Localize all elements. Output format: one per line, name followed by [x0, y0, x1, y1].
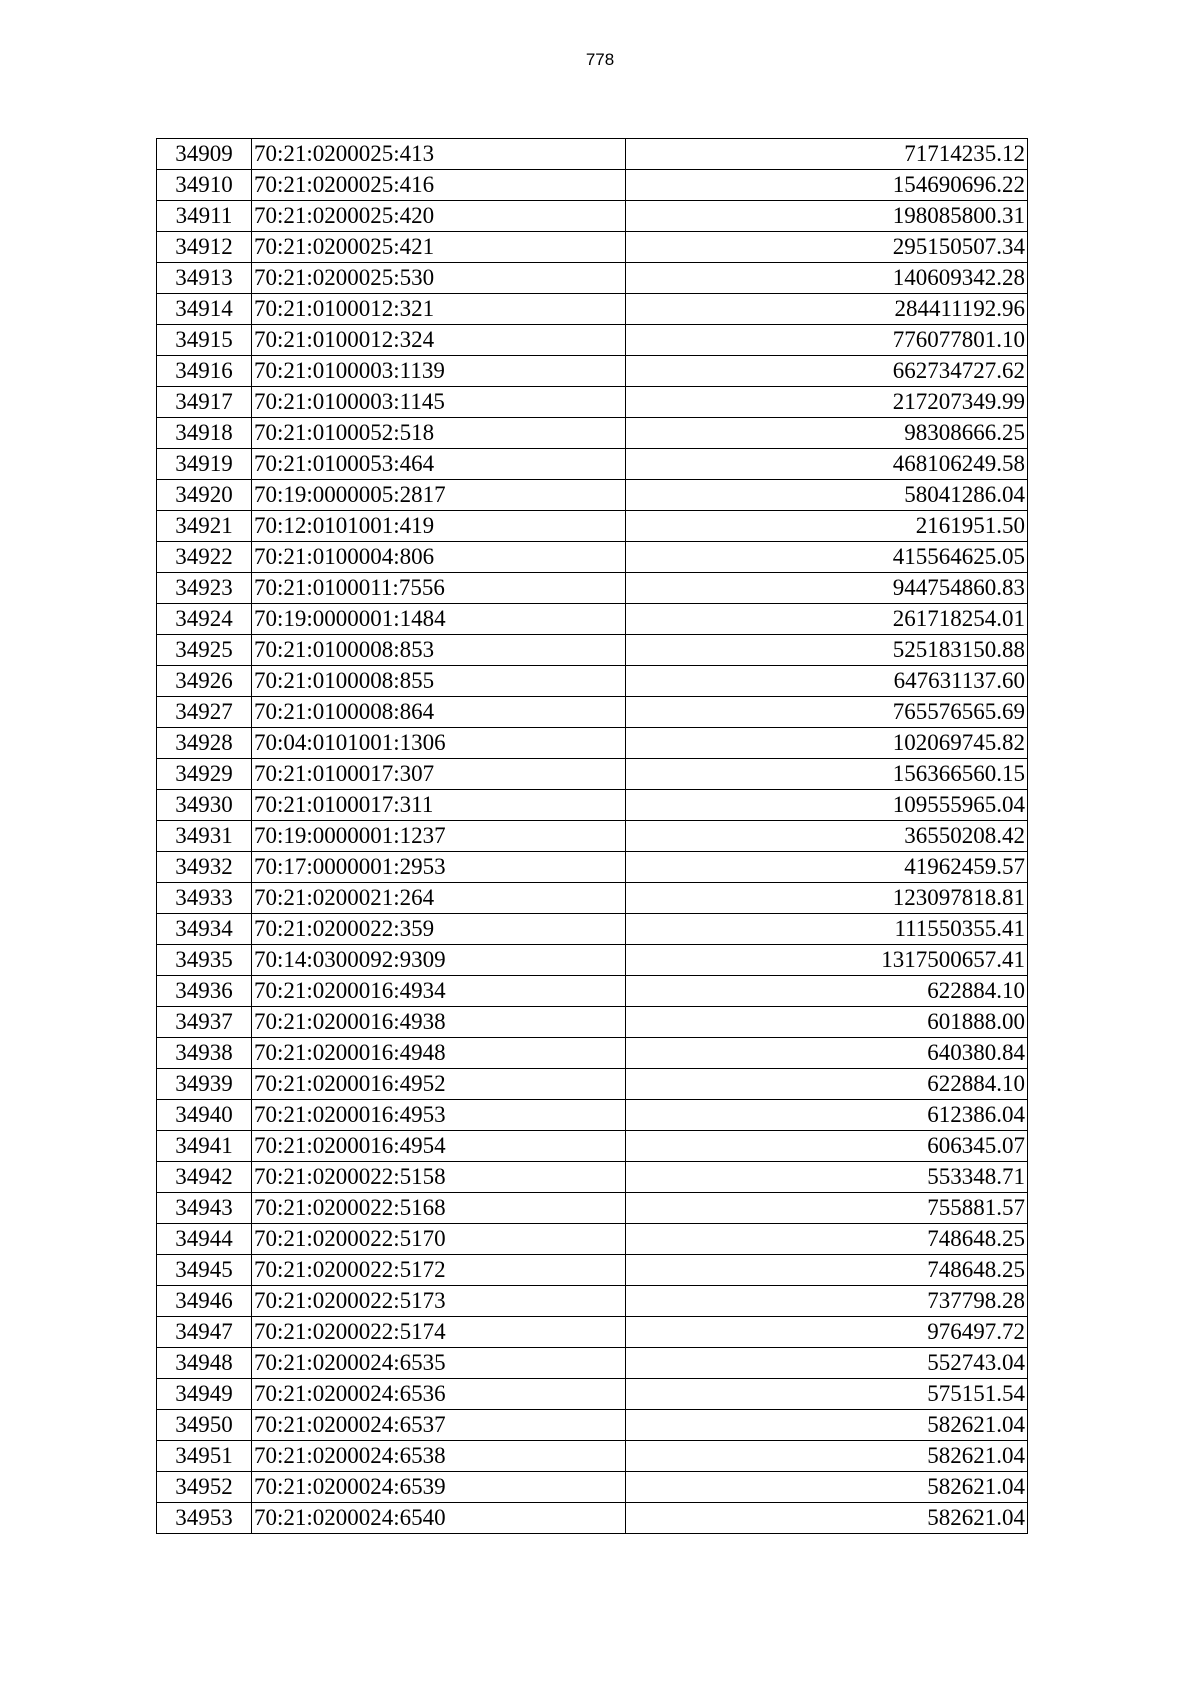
table-row	[157, 1472, 1028, 1503]
cadastral-value-cell: 36550208.42	[626, 821, 1028, 852]
cadastral-number-cell: 70:21:0100003:1145	[252, 387, 626, 418]
cadastral-number-cell: 70:21:0200024:6539	[252, 1472, 626, 1503]
cadastral-value-cell: 284411192.96	[626, 294, 1028, 325]
cadastral-number-cell: 70:21:0200022:5170	[252, 1224, 626, 1255]
row-number-cell: 34915	[157, 325, 252, 356]
cadastral-number-cell: 70:21:0100012:324	[252, 325, 626, 356]
cadastral-number-cell: 70:21:0200024:6538	[252, 1441, 626, 1472]
cadastral-value-cell: 582621.04	[626, 1410, 1028, 1441]
row-number-cell: 34940	[157, 1100, 252, 1131]
row-number-cell: 34924	[157, 604, 252, 635]
table-row	[157, 418, 1028, 449]
cadastral-value-cell: 622884.10	[626, 1069, 1028, 1100]
cadastral-value-cell: 156366560.15	[626, 759, 1028, 790]
row-number-cell: 34910	[157, 170, 252, 201]
cadastral-number-cell: 70:21:0100053:464	[252, 449, 626, 480]
cadastral-number-cell: 70:21:0200016:4953	[252, 1100, 626, 1131]
table-row	[157, 1038, 1028, 1069]
table-row	[157, 480, 1028, 511]
cadastral-value-cell: 468106249.58	[626, 449, 1028, 480]
cadastral-value-cell: 582621.04	[626, 1441, 1028, 1472]
table-row	[157, 728, 1028, 759]
table-row	[157, 821, 1028, 852]
row-number-cell: 34935	[157, 945, 252, 976]
cadastral-number-cell: 70:21:0100017:311	[252, 790, 626, 821]
cadastral-value-cell: 582621.04	[626, 1503, 1028, 1534]
table-row	[157, 1317, 1028, 1348]
cadastral-value-cell: 58041286.04	[626, 480, 1028, 511]
table-row	[157, 1069, 1028, 1100]
row-number-cell: 34941	[157, 1131, 252, 1162]
cadastral-value-cell: 622884.10	[626, 976, 1028, 1007]
cadastral-value-cell: 552743.04	[626, 1348, 1028, 1379]
cadastral-value-cell: 109555965.04	[626, 790, 1028, 821]
cadastral-value-cell: 737798.28	[626, 1286, 1028, 1317]
cadastral-number-cell: 70:21:0200025:420	[252, 201, 626, 232]
table-row	[157, 1162, 1028, 1193]
cadastral-value-table	[156, 138, 1028, 1534]
row-number-cell: 34917	[157, 387, 252, 418]
cadastral-number-cell: 70:21:0200022:359	[252, 914, 626, 945]
cadastral-value-cell: 261718254.01	[626, 604, 1028, 635]
cadastral-number-cell: 70:21:0200024:6536	[252, 1379, 626, 1410]
cadastral-number-cell: 70:21:0100017:307	[252, 759, 626, 790]
cadastral-number-cell: 70:12:0101001:419	[252, 511, 626, 542]
row-number-cell: 34939	[157, 1069, 252, 1100]
cadastral-number-cell: 70:21:0200022:5158	[252, 1162, 626, 1193]
cadastral-value-cell: 41962459.57	[626, 852, 1028, 883]
table-row	[157, 759, 1028, 790]
row-number-cell: 34946	[157, 1286, 252, 1317]
cadastral-number-cell: 70:21:0200022:5173	[252, 1286, 626, 1317]
row-number-cell: 34914	[157, 294, 252, 325]
cadastral-value-cell: 2161951.50	[626, 511, 1028, 542]
row-number-cell: 34922	[157, 542, 252, 573]
cadastral-number-cell: 70:21:0100008:853	[252, 635, 626, 666]
cadastral-number-cell: 70:21:0200016:4952	[252, 1069, 626, 1100]
cadastral-number-cell: 70:21:0100008:855	[252, 666, 626, 697]
cadastral-number-cell: 70:21:0100003:1139	[252, 356, 626, 387]
cadastral-number-cell: 70:21:0200025:421	[252, 232, 626, 263]
row-number-cell: 34952	[157, 1472, 252, 1503]
row-number-cell: 34934	[157, 914, 252, 945]
table-row	[157, 852, 1028, 883]
cadastral-number-cell: 70:04:0101001:1306	[252, 728, 626, 759]
row-number-cell: 34944	[157, 1224, 252, 1255]
row-number-cell: 34912	[157, 232, 252, 263]
cadastral-value-cell: 154690696.22	[626, 170, 1028, 201]
table-row	[157, 139, 1028, 170]
cadastral-value-cell: 748648.25	[626, 1255, 1028, 1286]
cadastral-number-cell: 70:19:0000001:1237	[252, 821, 626, 852]
cadastral-number-cell: 70:14:0300092:9309	[252, 945, 626, 976]
row-number-cell: 34930	[157, 790, 252, 821]
cadastral-value-cell: 976497.72	[626, 1317, 1028, 1348]
row-number-cell: 34933	[157, 883, 252, 914]
row-number-cell: 34911	[157, 201, 252, 232]
cadastral-number-cell: 70:21:0200024:6535	[252, 1348, 626, 1379]
cadastral-number-cell: 70:21:0100052:518	[252, 418, 626, 449]
table-row	[157, 1503, 1028, 1534]
cadastral-value-cell: 748648.25	[626, 1224, 1028, 1255]
cadastral-number-cell: 70:21:0200016:4948	[252, 1038, 626, 1069]
table-row	[157, 232, 1028, 263]
row-number-cell: 34951	[157, 1441, 252, 1472]
cadastral-number-cell: 70:21:0200022:5172	[252, 1255, 626, 1286]
cadastral-value-cell: 71714235.12	[626, 139, 1028, 170]
page-number: 778	[585, 50, 615, 69]
row-number-cell: 34929	[157, 759, 252, 790]
table-row	[157, 914, 1028, 945]
row-number-cell: 34918	[157, 418, 252, 449]
row-number-cell: 34926	[157, 666, 252, 697]
table-row	[157, 542, 1028, 573]
cadastral-number-cell: 70:21:0200016:4934	[252, 976, 626, 1007]
cadastral-number-cell: 70:21:0200022:5174	[252, 1317, 626, 1348]
cadastral-number-cell: 70:21:0200016:4938	[252, 1007, 626, 1038]
cadastral-value-cell: 102069745.82	[626, 728, 1028, 759]
table-row	[157, 1007, 1028, 1038]
cadastral-value-cell: 776077801.10	[626, 325, 1028, 356]
cadastral-number-cell: 70:21:0200025:413	[252, 139, 626, 170]
cadastral-number-cell: 70:17:0000001:2953	[252, 852, 626, 883]
cadastral-value-cell: 140609342.28	[626, 263, 1028, 294]
row-number-cell: 34921	[157, 511, 252, 542]
cadastral-number-cell: 70:19:0000005:2817	[252, 480, 626, 511]
row-number-cell: 34919	[157, 449, 252, 480]
row-number-cell: 34953	[157, 1503, 252, 1534]
row-number-cell: 34913	[157, 263, 252, 294]
cadastral-number-cell: 70:21:0100004:806	[252, 542, 626, 573]
table-row	[157, 387, 1028, 418]
table-row	[157, 170, 1028, 201]
cadastral-number-cell: 70:21:0100008:864	[252, 697, 626, 728]
table-row	[157, 1131, 1028, 1162]
cadastral-number-cell: 70:21:0100011:7556	[252, 573, 626, 604]
table-row	[157, 604, 1028, 635]
cadastral-number-cell: 70:21:0200024:6537	[252, 1410, 626, 1441]
cadastral-number-cell: 70:21:0200024:6540	[252, 1503, 626, 1534]
row-number-cell: 34923	[157, 573, 252, 604]
row-number-cell: 34916	[157, 356, 252, 387]
table-row	[157, 511, 1028, 542]
table-row	[157, 573, 1028, 604]
cadastral-value-cell: 755881.57	[626, 1193, 1028, 1224]
cadastral-value-cell: 582621.04	[626, 1472, 1028, 1503]
table-row	[157, 1379, 1028, 1410]
table-row	[157, 263, 1028, 294]
cadastral-number-cell: 70:21:0200021:264	[252, 883, 626, 914]
row-number-cell: 34931	[157, 821, 252, 852]
cadastral-value-cell: 612386.04	[626, 1100, 1028, 1131]
row-number-cell: 34927	[157, 697, 252, 728]
table-row	[157, 697, 1028, 728]
table-row	[157, 449, 1028, 480]
table-row	[157, 356, 1028, 387]
cadastral-number-cell: 70:21:0200025:530	[252, 263, 626, 294]
cadastral-number-cell: 70:21:0200022:5168	[252, 1193, 626, 1224]
table-row	[157, 1348, 1028, 1379]
cadastral-value-cell: 606345.07	[626, 1131, 1028, 1162]
table-row	[157, 1255, 1028, 1286]
row-number-cell: 34936	[157, 976, 252, 1007]
cadastral-value-cell: 415564625.05	[626, 542, 1028, 573]
cadastral-value-cell: 601888.00	[626, 1007, 1028, 1038]
cadastral-number-cell: 70:21:0100012:321	[252, 294, 626, 325]
cadastral-value-cell: 111550355.41	[626, 914, 1028, 945]
table-row	[157, 666, 1028, 697]
row-number-cell: 34948	[157, 1348, 252, 1379]
cadastral-value-cell: 575151.54	[626, 1379, 1028, 1410]
cadastral-value-cell: 217207349.99	[626, 387, 1028, 418]
cadastral-number-cell: 70:19:0000001:1484	[252, 604, 626, 635]
table-row	[157, 1410, 1028, 1441]
row-number-cell: 34938	[157, 1038, 252, 1069]
row-number-cell: 34928	[157, 728, 252, 759]
cadastral-value-cell: 640380.84	[626, 1038, 1028, 1069]
table-row	[157, 1193, 1028, 1224]
table-row	[157, 1286, 1028, 1317]
table-row	[157, 325, 1028, 356]
row-number-cell: 34949	[157, 1379, 252, 1410]
table-row	[157, 201, 1028, 232]
table-row	[157, 635, 1028, 666]
table-row	[157, 1100, 1028, 1131]
cadastral-value-cell: 98308666.25	[626, 418, 1028, 449]
row-number-cell: 34920	[157, 480, 252, 511]
cadastral-value-cell: 553348.71	[626, 1162, 1028, 1193]
table-row	[157, 976, 1028, 1007]
table-row	[157, 1224, 1028, 1255]
cadastral-value-cell: 123097818.81	[626, 883, 1028, 914]
cadastral-value-cell: 944754860.83	[626, 573, 1028, 604]
table-row	[157, 945, 1028, 976]
cadastral-value-cell: 765576565.69	[626, 697, 1028, 728]
row-number-cell: 34937	[157, 1007, 252, 1038]
row-number-cell: 34942	[157, 1162, 252, 1193]
table-row	[157, 1441, 1028, 1472]
cadastral-value-cell: 662734727.62	[626, 356, 1028, 387]
table-body	[157, 139, 1028, 1534]
cadastral-value-cell: 647631137.60	[626, 666, 1028, 697]
cadastral-number-cell: 70:21:0200025:416	[252, 170, 626, 201]
table-row	[157, 294, 1028, 325]
row-number-cell: 34932	[157, 852, 252, 883]
row-number-cell: 34943	[157, 1193, 252, 1224]
cadastral-number-cell: 70:21:0200016:4954	[252, 1131, 626, 1162]
table-row	[157, 883, 1028, 914]
row-number-cell: 34909	[157, 139, 252, 170]
cadastral-value-cell: 295150507.34	[626, 232, 1028, 263]
row-number-cell: 34950	[157, 1410, 252, 1441]
cadastral-value-cell: 1317500657.41	[626, 945, 1028, 976]
row-number-cell: 34947	[157, 1317, 252, 1348]
cadastral-value-cell: 198085800.31	[626, 201, 1028, 232]
table-row	[157, 790, 1028, 821]
row-number-cell: 34925	[157, 635, 252, 666]
row-number-cell: 34945	[157, 1255, 252, 1286]
cadastral-value-cell: 525183150.88	[626, 635, 1028, 666]
